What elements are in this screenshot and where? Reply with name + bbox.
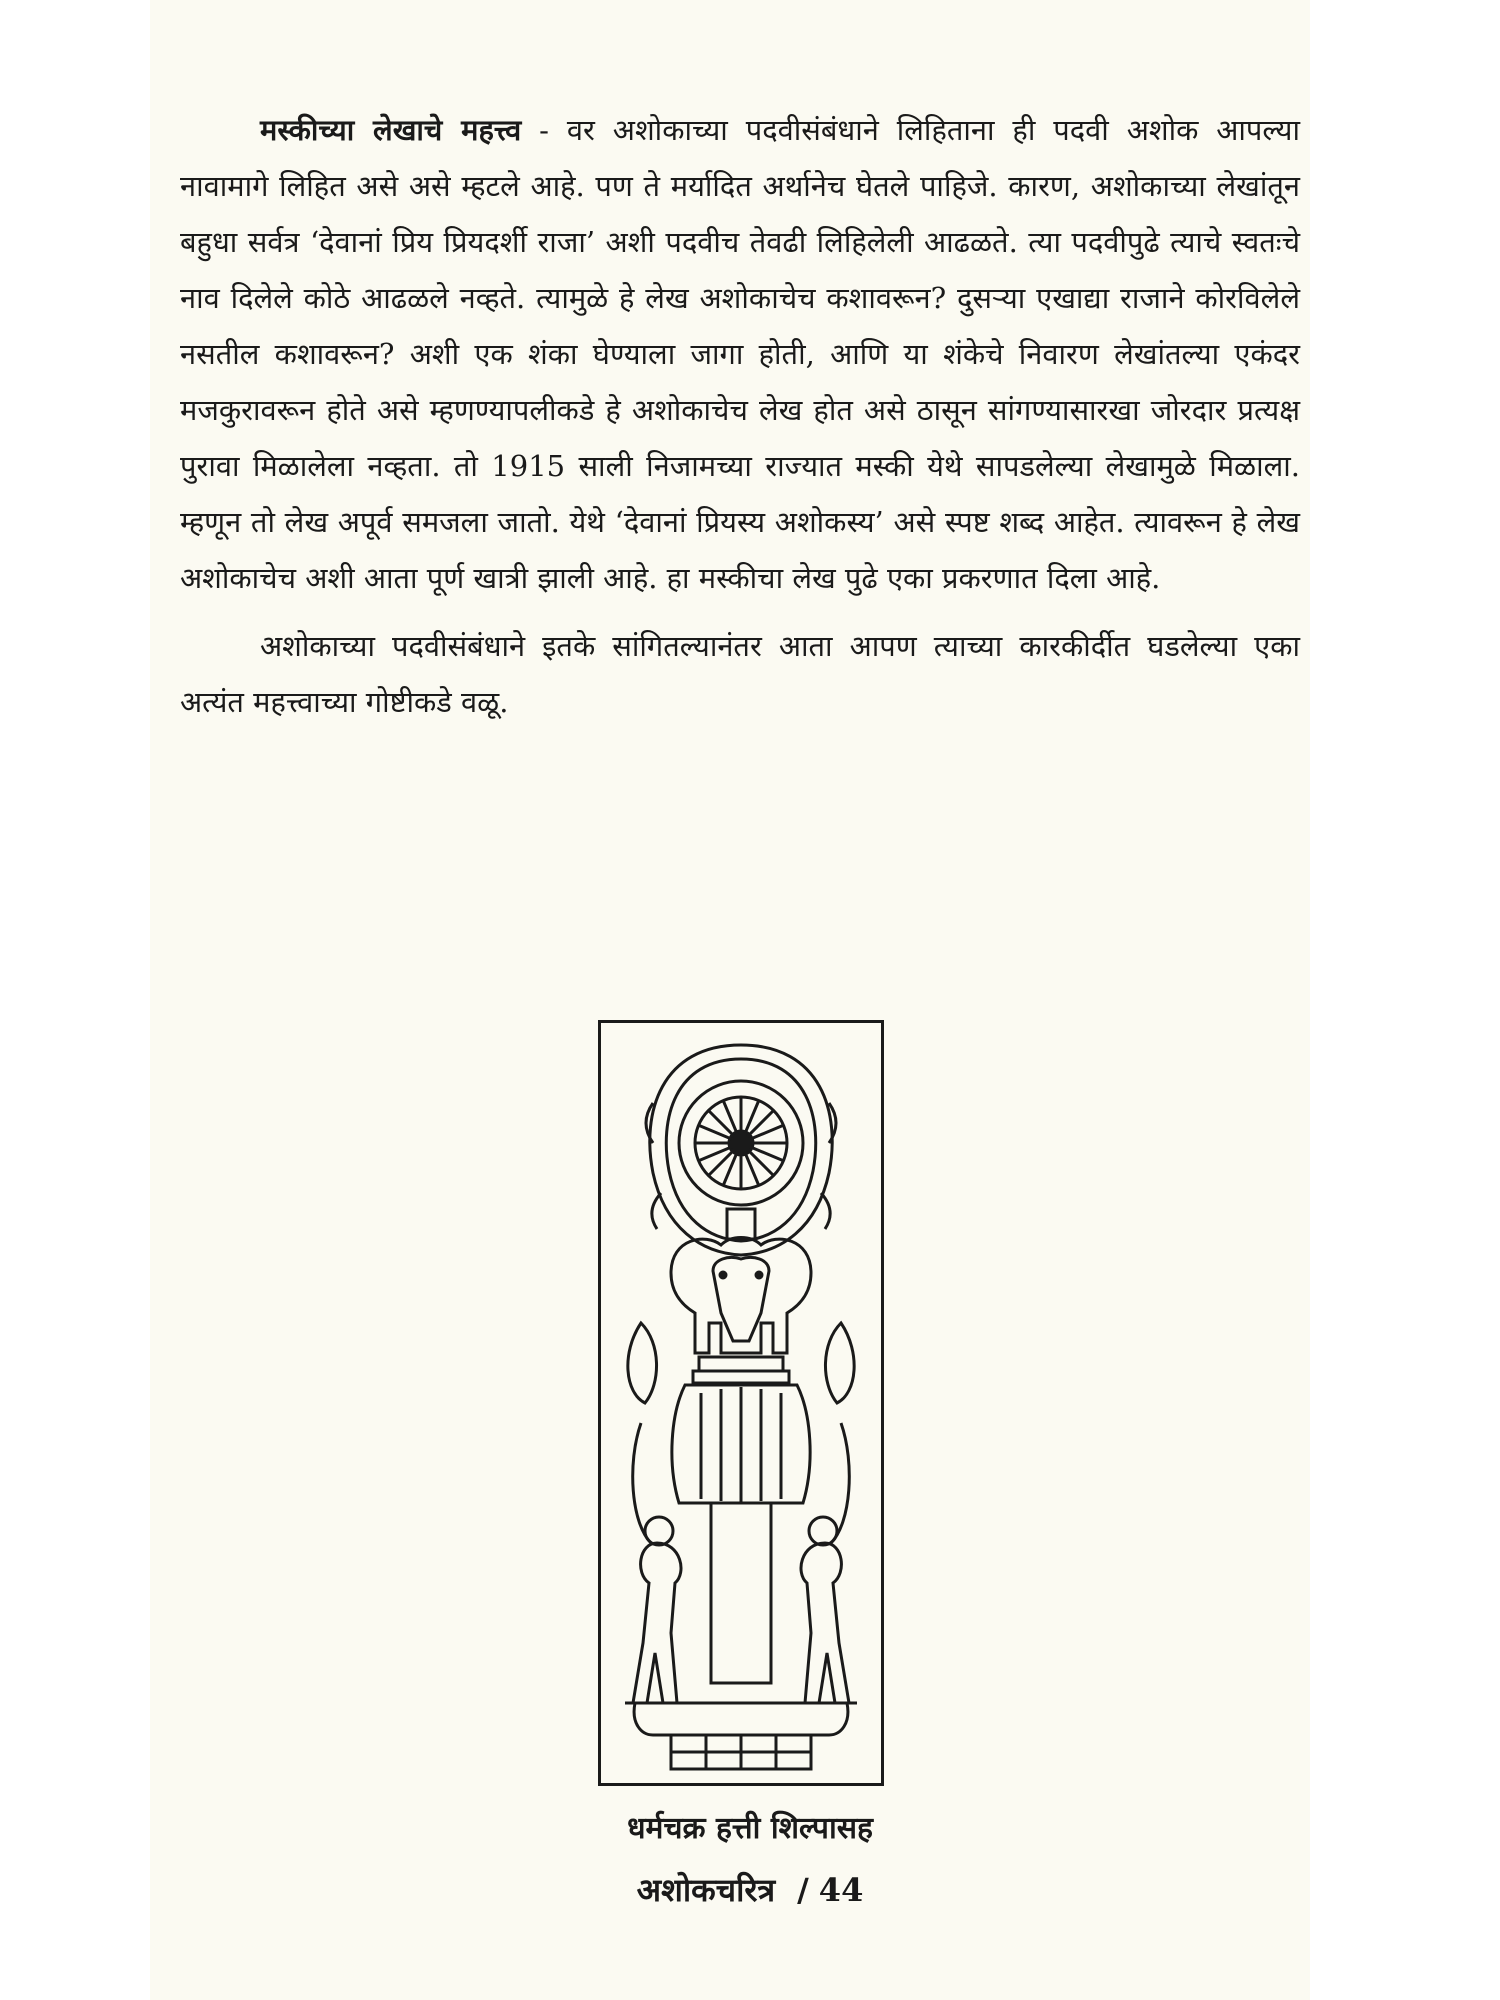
sculpture-illustration <box>598 1020 884 1786</box>
paragraph-2: अशोकाच्या पदवीसंबंधाने इतके सांगितल्यानंतर आता आपण त्याच्या कारकीर्दीत घडलेल्या एका अत्यंत महत्त्वाच्या गोष्टीकडे वळू. <box>180 629 1300 719</box>
page-number: 44 <box>818 1871 864 1909</box>
dharmachakra-elephant-sculpture-drawing <box>601 1023 881 1783</box>
page-footer <box>0 1868 1500 1911</box>
body-text <box>180 102 1300 730</box>
figure-caption: धर्मचक्र हत्ती शिल्पासह <box>627 1811 873 1846</box>
footer-separator: / <box>797 1871 809 1909</box>
paragraph-maski-importance <box>180 102 1300 606</box>
paragraph-1-text: - वर अशोकाच्या पदवीसंबंधाने लिहिताना ही पदवी अशोक आपल्या नावामागे लिहित असे असे म्हटले आहे. पण ते मर्यादित अर्थानेच घेतले पाहिजे. कारण, अशोकाच्या लेखांतून बहुधा सर्वत्र ‘देवानां प्रिय प्रियदर्शी राजा’ अशी पदवीच तेवढी लिहिलेली आढळते. त्या पदवीपुढे त्याचे स्वतःचे नाव दिलेले कोठे आढळले नव्हते. त्यामुळे हे लेख अशोकाचेच कशावरून? दुसऱ्या एखाद्या राजाने कोरविलेले नसतील कशावरून? अशी एक शंका घेण्याला जागा होती, आणि या शंकेचे निवारण लेखांतल्या एकंदर मजकुरावरून होते असे म्हणण्यापलीकडे हे अशोकाचेच लेख होत असे ठासून सांगण्यासारखा जोरदार प्रत्यक्ष पुरावा मिळालेला नव्हता. तो 1915 साली निजामच्या राज्यात मस्की येथे सापडलेल्या लेखामुळे मिळाला. म्हणून तो लेख अपूर्व समजला जातो. येथे ‘देवानां प्रियस्य अशोकस्य’ असे स्पष्ट शब्द आहेत. त्यावरून हे लेख अशोकाचेच अशी आता पूर्ण खात्री झाली आहे. हा मस्कीचा लेख पुढे एका प्रकरणात दिला आहे. <box>180 113 1300 595</box>
footer-book-title: अशोकचरित्र <box>636 1871 776 1909</box>
section-heading: मस्कीच्या लेखाचे महत्त्व <box>260 113 522 147</box>
